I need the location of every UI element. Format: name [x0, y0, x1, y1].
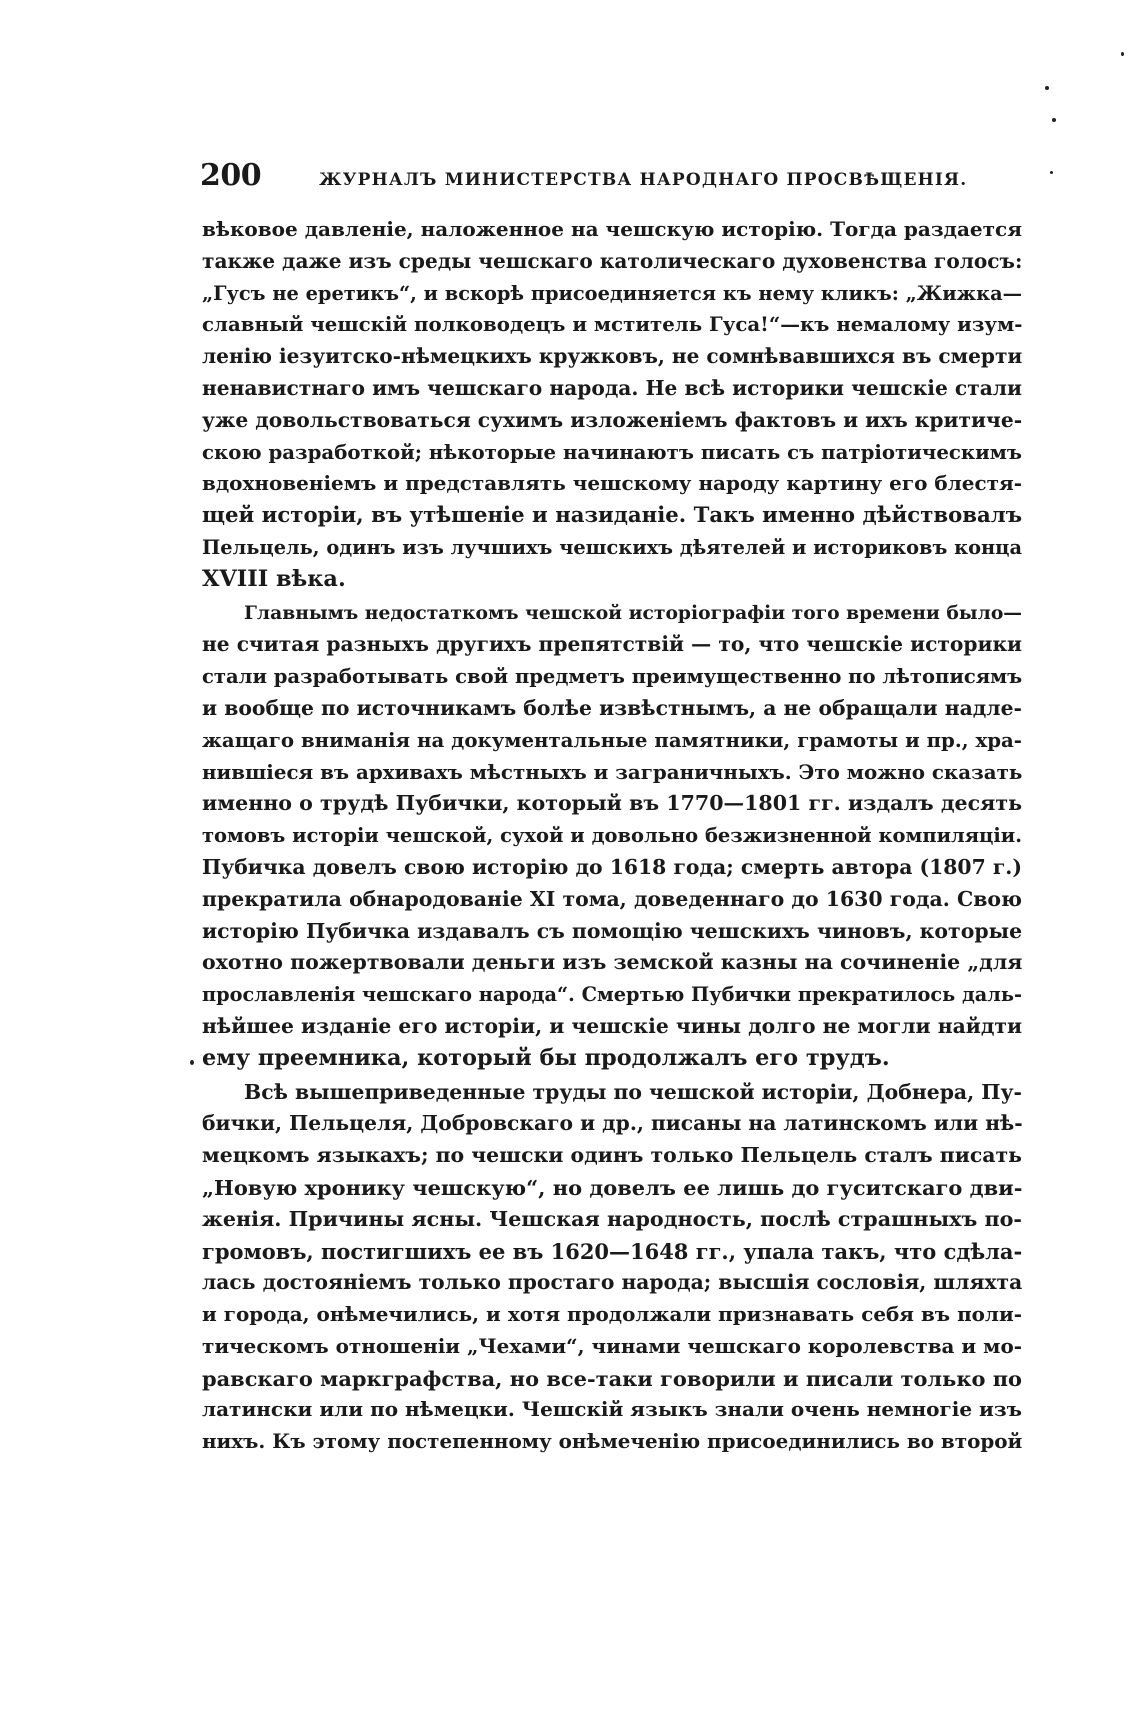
paragraph-3: [202, 1077, 1022, 1459]
print-speck: [1052, 118, 1056, 122]
text-line: женія. Причины ясны. Чешская народность, послѣ страшныхъ по-: [202, 1206, 1022, 1231]
paragraph-1: [202, 214, 1022, 596]
text-line: Пельцель, одинъ изъ лучшихъ чешскихъ дѣятелей и историковъ конца: [202, 535, 1022, 559]
print-speck: [190, 1060, 194, 1065]
text-line: славный чешскій полководецъ и мститель Гуса!“—къ немалому изум-: [202, 312, 1023, 337]
page-body-text: [202, 214, 1022, 1458]
text-line: тическомъ отношеніи „Чехами“, чинами чешскаго королевства и мо-: [202, 1333, 1022, 1358]
text-line: „Новую хронику чешскую“, но довелъ ее лишь до гуситскаго дви-: [202, 1174, 1023, 1200]
text-line: и вообще по источникамъ болѣе извѣстнымъ, а не обращали надле-: [202, 695, 1022, 720]
text-line: скою разработкой; нѣкоторые начинаютъ писать съ патріотическимъ: [202, 439, 1022, 464]
text-line: Всѣ вышеприведенные труды по чешской исторіи, Добнера, Пу-: [244, 1079, 1023, 1104]
text-line: не считая разныхъ другихъ препятствій — то, что чешскіе историки: [202, 632, 1022, 657]
text-line: щей исторіи, въ утѣшеніе и назиданіе. Такъ именно дѣйствовалъ: [202, 503, 1022, 529]
paragraph-2: [202, 598, 1022, 1075]
text-line: ненавистнаго имъ чешскаго народа. Не всѣ историки чешскіе стали: [202, 375, 1022, 400]
text-line: нившіеся въ архивахъ мѣстныхъ и заграничныхъ. Это можно сказать: [202, 759, 1023, 784]
text-line: мецкомъ языкахъ; по чешски одинъ только Пельцель сталъ писать: [202, 1143, 1023, 1168]
running-title: ЖУРНАЛЪ МИНИСТЕРСТВА НАРОДНАГО ПРОСВѢЩЕНІЯ.: [319, 170, 968, 190]
print-speck: [1050, 171, 1053, 174]
page-header: [200, 158, 1050, 193]
text-line: уже довольствоваться сухимъ изложеніемъ фактовъ и ихъ критиче-: [202, 407, 1023, 432]
text-line: исторію Пубичка издавалъ съ помощію чешскихъ чиновъ, которые: [202, 918, 1023, 943]
text-line: также даже изъ среды чешскаго католическаго духовенства голосъ:: [202, 248, 1023, 273]
text-line: латински или по нѣмецки. Чешскій языкъ знали очень немногіе изъ: [202, 1397, 1022, 1422]
text-line: Пубичка довелъ свою исторію до 1618 года; смерть автора (1807 г.): [202, 854, 1022, 879]
text-line: ему преемника, который бы продолжалъ его трудъ.: [202, 1044, 890, 1071]
text-line: XVIII вѣка.: [202, 565, 346, 592]
text-line: стали разработывать свой предметъ преимущественно по лѣтописямъ: [202, 665, 1023, 689]
text-line: прославленія чешскаго народа“. Смертью Пубички прекратилось даль-: [202, 983, 1022, 1007]
text-line: прекратила обнародованіе XI тома, доведеннаго до 1630 года. Свою: [202, 886, 1022, 911]
text-line: жащаго вниманія на документальные памятники, грамоты и пр., хра-: [202, 727, 1022, 752]
text-line: ленію іезуитско-нѣмецкихъ кружковъ, не сомнѣвавшихся въ смерти: [202, 344, 1023, 369]
page-number: 200: [200, 158, 262, 193]
text-line: бички, Пельцеля, Добровскаго и др., писаны на латинскомъ или нѣ-: [202, 1111, 1023, 1136]
text-line: нѣйшее изданіе его исторіи, и чешскіе чины долго не могли найдти: [202, 1013, 1023, 1038]
text-line: вѣковое давленіе, наложенное на чешскую исторію. Тогда раздается: [202, 217, 1022, 241]
print-speck: [1045, 86, 1049, 90]
text-line: Главнымъ недостаткомъ чешской исторіографіи того времени было—: [244, 601, 1022, 624]
text-line: вдохновеніемъ и представлять чешскому народу картину его блестя-: [202, 471, 1022, 496]
text-line: нихъ. Къ этому постепенному онѣмеченію присоединились во второй: [202, 1429, 1023, 1454]
text-line: громовъ, постигшихъ ее въ 1620—1648 гг., упала такъ, что сдѣла-: [202, 1238, 1023, 1264]
text-line: томовъ исторіи чешской, сухой и довольно безжизненной компиляціи.: [202, 824, 1022, 848]
text-line: и города, онѣмечились, и хотя продолжали признавать себя въ поли-: [202, 1302, 1022, 1327]
text-line: именно о трудѣ Пубички, который въ 1770—1801 гг. издалъ десять: [202, 791, 1023, 816]
print-speck: [1121, 52, 1124, 56]
text-line: лась достояніемъ только простаго народа; высшія сословія, шляхта: [202, 1270, 1023, 1295]
text-line: равскаго маркграфства, но все-таки говорили и писали только по: [202, 1365, 1022, 1391]
text-line: охотно пожертвовали деньги изъ земской казны на сочиненіе „для: [202, 950, 1023, 975]
text-line: „Гусъ не еретикъ“, и вскорѣ присоединяется къ нему кликъ: „Жижка—: [202, 281, 1022, 305]
